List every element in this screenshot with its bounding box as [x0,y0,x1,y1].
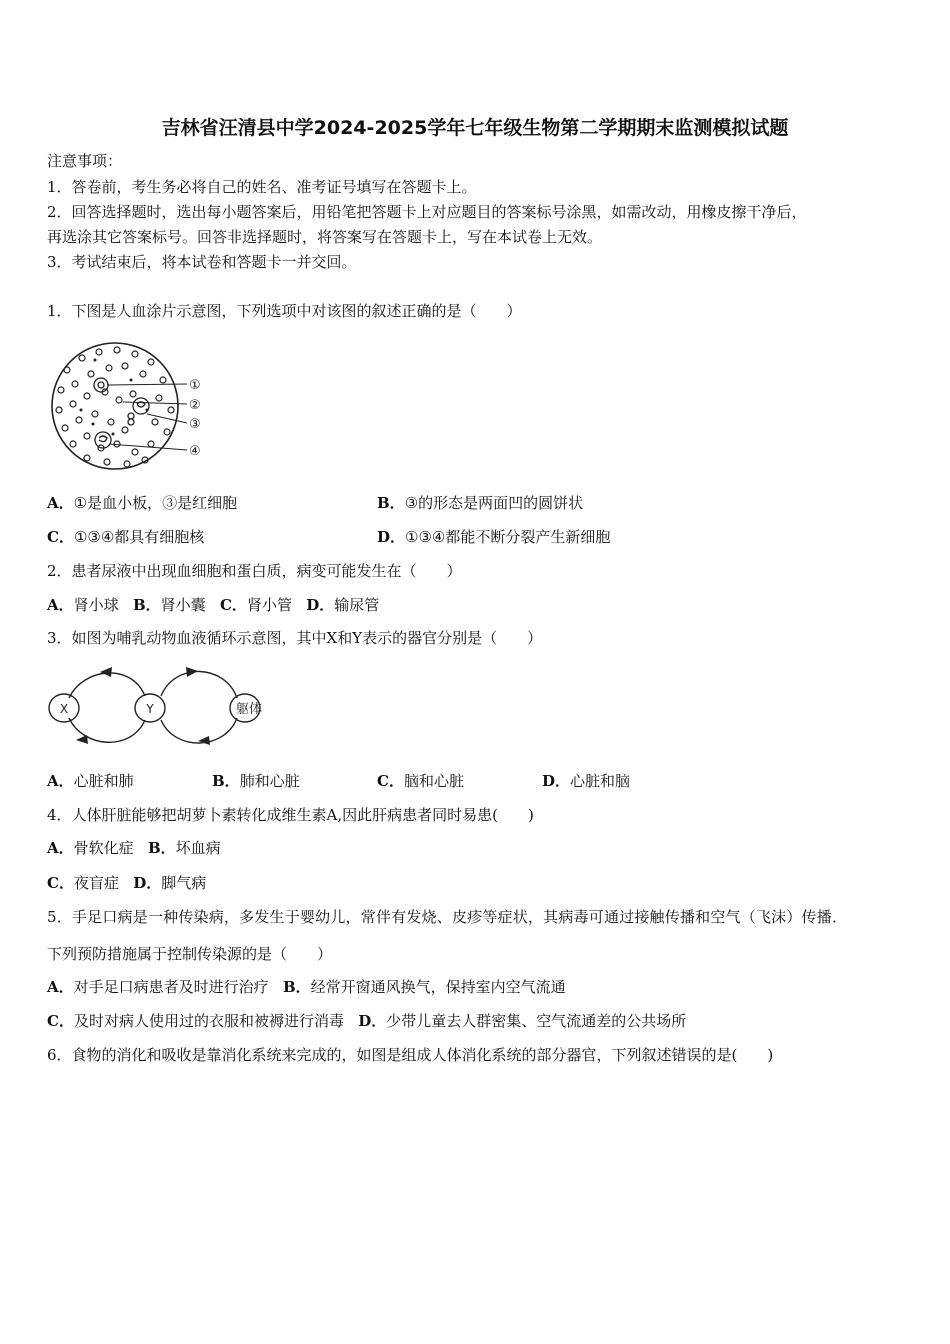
option-key: B． [212,772,240,790]
q3-option-c: 脑和心脏 [403,772,464,790]
q1-option-a: ①是血小板，③是红细胞 [73,494,238,512]
question-3-stem: 3．如图为哺乳动物血液循环示意图，其中X和Y表示的器官分别是（ ） [47,629,543,647]
option-key: A． [47,596,74,614]
circulation-figure [45,660,275,755]
q2-option-c: 肾小管 [246,596,292,614]
option-key: D． [377,528,406,546]
option-key: B． [132,596,161,614]
notice-item: 2．回答选择题时，选出每小题答案后，用铅笔把答题卡上对应题目的答案标号涂黑，如需改动，用橡皮擦干净后， [47,203,807,221]
option-key: C． [219,596,247,614]
option-key: D． [358,1012,387,1030]
blood-label-4: ④ [189,444,201,459]
blood-label-1: ① [189,378,201,393]
question-5-stem-line1: 5．手足口病是一种传染病，多发生于婴幼儿，常伴有发烧、皮疹等症状，其病毒可通过接触传播和空气（飞沫）传播． [47,908,848,926]
blood-smear-figure [47,340,217,475]
organ-x-label: X [59,702,69,716]
option-key: A． [47,839,74,857]
question-4-stem: 4．人体肝脏能够把胡萝卜素转化成维生素A,因此肝病患者同时易患( ) [47,806,534,824]
question-1-stem: 1．下图是人血涂片示意图，下列选项中对该图的叙述正确的是（ ） [47,302,522,320]
option-key: A． [47,494,74,512]
notice-heading: 注意事项： [47,152,123,170]
notice-item: 再选涂其它答案标号。回答非选择题时，将答案写在答题卡上，写在本试卷上无效。 [47,228,603,246]
q2-option-a: 肾小球 [73,596,119,614]
option-key: D． [542,772,571,790]
option-key: C． [47,528,74,546]
option-key: C． [377,772,404,790]
question-6-stem: 6．食物的消化和吸收是靠消化系统来完成的，如图是组成人体消化系统的部分器官，下列叙述错误的是( ) [47,1046,774,1064]
q2-option-d: 输尿管 [334,596,380,614]
q5-option-b: 经常开窗通风换气，保持室内空气流通 [310,978,566,996]
option-key: B． [377,494,405,512]
question-5-stem-line2: 下列预防措施属于控制传染源的是（ ） [47,945,333,963]
option-key: A． [47,978,74,996]
option-key: D． [133,874,162,892]
q4-option-c: 夜盲症 [73,874,119,892]
option-key: B． [282,978,311,996]
q3-option-b: 肺和心脏 [239,772,300,790]
notice-item: 3．考试结束后，将本试卷和答题卡一并交回。 [47,253,357,271]
q3-option-d: 心脏和脑 [570,772,631,790]
question-2-stem: 2．患者尿液中出现血细胞和蛋白质，病变可能发生在（ ） [47,562,462,580]
q1-option-c: ①③④都具有细胞核 [73,528,205,546]
q4-option-b: 坏血病 [175,839,221,857]
body-label: 躯体 [235,702,263,717]
option-key: B． [147,839,176,857]
q5-option-c: 及时对病人使用过的衣服和被褥进行消毒 [73,1012,344,1030]
q5-option-d: 少带儿童去人群密集、空气流通差的公共场所 [386,1012,687,1030]
q4-option-d: 脚气病 [161,874,207,892]
option-key: A． [47,772,74,790]
page-title: 吉林省汪清县中学2024-2025学年七年级生物第二学期期末监测模拟试题 [161,117,789,139]
q1-option-d: ①③④都能不断分裂产生新细胞 [405,528,611,546]
q4-option-a: 骨软化症 [73,839,134,857]
q3-option-a: 心脏和肺 [73,772,134,790]
option-key: C． [47,1012,74,1030]
notice-item: 1．答卷前，考生务必将自己的姓名、准考证号填写在答题卡上。 [47,178,477,196]
blood-label-3: ③ [189,417,201,432]
organ-y-label: Y [146,702,154,716]
option-key: C． [47,874,74,892]
option-key: D． [306,596,335,614]
q1-option-b: ③的形态是两面凹的圆饼状 [404,494,584,512]
q5-option-a: 对手足口病患者及时进行治疗 [73,978,269,996]
q2-option-b: 肾小囊 [160,596,206,614]
blood-label-2: ② [189,398,201,413]
